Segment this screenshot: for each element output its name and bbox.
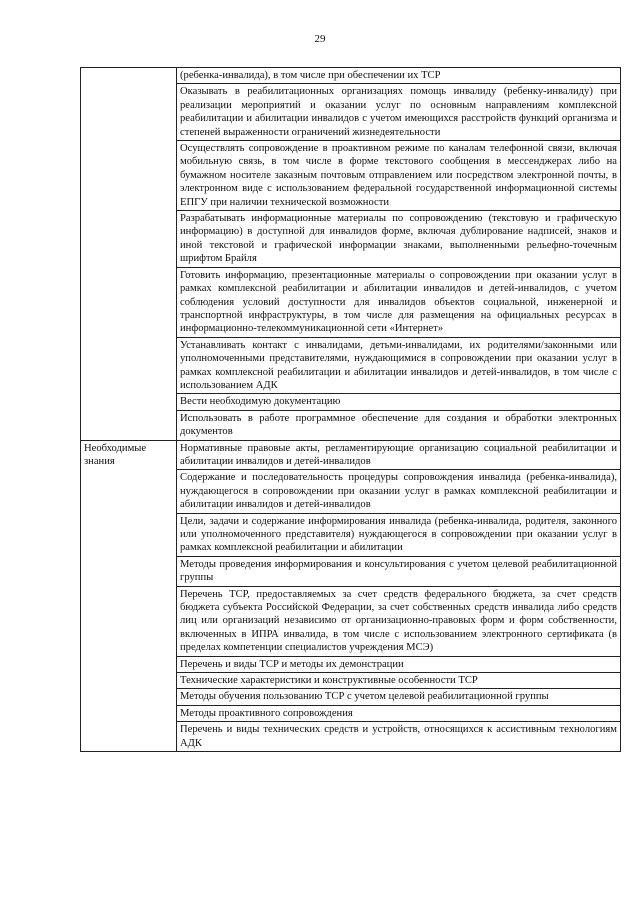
table-cell: Перечень и виды технических средств и устройств, относящихся к ассистивным технологиям АДК — [177, 722, 621, 752]
table-cell: Оказывать в реабилитационных организациях помощь инвалиду (ребенку-инвалиду) при реализации мероприятий и оказании услуг по основным направлениям комплексной реабилитации и абилитации инвалидов с учетом имеющихся расстройств функций организма и степеней выраженности ограничений жизнедеятельности — [177, 84, 621, 141]
table-cell: Нормативные правовые акты, регламентирующие организацию социальной реабилитации и абилитации инвалидов и детей-инвалидов — [177, 440, 621, 470]
table-row — [81, 68, 621, 84]
table-cell: Технические характеристики и конструктивные особенности ТСР — [177, 673, 621, 689]
table-cell: Перечень ТСР, предоставляемых за счет средств федерального бюджета, за счет средств бюджета субъекта Российской Федерации, за счет собственных средств инвалида либо средств лиц или организаций независимо от организационно-правовых форм и форм собственности, включенных в ИПРА инвалида, в том числе с использованием электронного сертификата (в пределах компетенции специалистов учреждения МСЭ) — [177, 586, 621, 656]
table-cell: Использовать в работе программное обеспечение для создания и обработки электронных документов — [177, 410, 621, 440]
table-cell: Содержание и последовательность процедуры сопровождения инвалида (ребенка-инвалида), нуждающегося в сопровождении при оказании услуг в рамках комплексной реабилитации и абилитации инвалидов и детей-инвалидов — [177, 470, 621, 513]
table-cell: Вести необходимую документацию — [177, 394, 621, 410]
page-number: 29 — [314, 33, 326, 45]
table-cell: Готовить информацию, презентационные материалы о сопровождении при оказании услуг в рамках комплексной реабилитации и абилитации инвалидов и детей-инвалидов, с учетом соблюдения условий доступности для инвалидов объектов социальной, инженерной и транспортной инфраструктуры, в том числе для размещения на официальных ресурсах в информационно-телекоммуникационной сети «Интернет» — [177, 267, 621, 337]
table-cell: Устанавливать контакт с инвалидами, детьми-инвалидами, их родителями/законными или уполномоченными представителями, нуждающимися в сопровождении при оказании услуг в рамках комплексной реабилитации и абилитации инвалидов и детей-инвалидов, в том числе с использованием АДК — [177, 337, 621, 394]
table-cell: Методы проведения информирования и консультирования с учетом целевой реабилитационной группы — [177, 556, 621, 586]
table-cell: Осуществлять сопровождение в проактивном режиме по каналам телефонной связи, включая мобильную связь, в том числе в форме текстового сообщения в мессенджерах либо на бумажном носителе заказным почтовым отправлением или посредством электронной почты, в электронном виде с использованием федеральной государственной информационной системы ЕПГУ при наличии технической возможности — [177, 141, 621, 211]
row-label-cell — [81, 68, 177, 441]
row-label-required-knowledge: Необходимые знания — [81, 440, 177, 752]
competency-table — [80, 67, 621, 752]
table-row — [81, 440, 621, 470]
table-cell: (ребенка-инвалида), в том числе при обеспечении их ТСР — [177, 68, 621, 84]
table-cell: Методы проактивного сопровождения — [177, 705, 621, 721]
table-cell: Разрабатывать информационные материалы по сопровождению (текстовую и графическую информацию) в доступной для инвалидов форме, включая дублирование надписей, знаков и иной текстовой и графической информации знаками, выполненными рельефно-точечным шрифтом Брайля — [177, 211, 621, 268]
table-cell: Перечень и виды ТСР и методы их демонстрации — [177, 656, 621, 672]
table-cell: Методы обучения пользованию ТСР с учетом целевой реабилитационной группы — [177, 689, 621, 705]
table-cell: Цели, задачи и содержание информирования инвалида (ребенка-инвалида, родителя, законного или уполномоченного представителя) нуждающегося в сопровождении при оказании услуг в рамках комплексной реабилитации и абилитации — [177, 513, 621, 556]
